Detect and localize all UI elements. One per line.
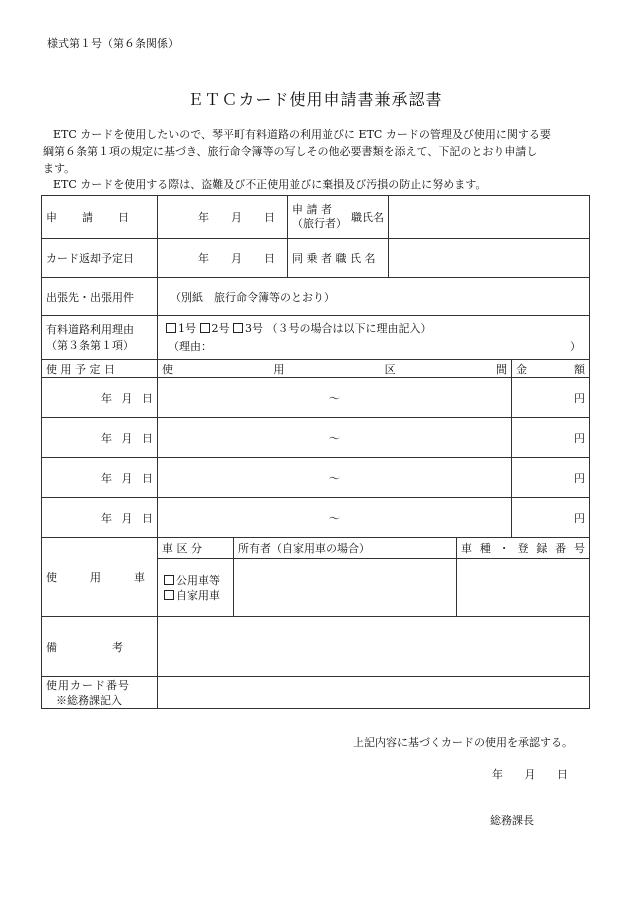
- vehicle-label-text: 使 用 車: [46, 571, 145, 584]
- tilde-mark: ～: [329, 391, 340, 405]
- schedule-date-value: 年 月 日: [101, 511, 153, 525]
- checkbox-icon: [166, 323, 176, 333]
- signer-title: 総務課長: [490, 814, 534, 827]
- vehicle-owner-header-text: 所有者（自家用車の場合）: [238, 542, 370, 555]
- destination-value: （別紙 旅行命令簿等のとおり）: [170, 290, 335, 304]
- schedule-date-header-text: 使 用 予 定 日: [46, 362, 115, 376]
- schedule-section-field[interactable]: [158, 418, 512, 458]
- passenger-cell: [288, 239, 590, 278]
- type-header-char-2: 種: [479, 542, 491, 555]
- card-number-field[interactable]: [158, 677, 590, 709]
- type-header-char-7: 号: [573, 542, 585, 555]
- schedule-amount-field[interactable]: [512, 458, 590, 498]
- destination-field[interactable]: [158, 278, 590, 316]
- schedule-date-field[interactable]: [42, 498, 158, 538]
- yen-unit: 円: [574, 471, 585, 485]
- intro-line-2: 綱第６条第１項の規定に基づき、旅行命令簿等の写しその他必要書類を添えて、下記のとおり申請し: [43, 145, 538, 158]
- form-number: 様式第１号（第６条関係）: [47, 37, 179, 50]
- option-1-label: 1号: [178, 321, 196, 335]
- passenger-label: 同 乗 者 職 氏 名: [288, 239, 389, 277]
- vehicle-type-header: [457, 538, 590, 559]
- option-3-checkbox[interactable]: [233, 322, 263, 335]
- schedule-row: [42, 378, 590, 418]
- type-header-char-1: 車: [461, 542, 472, 555]
- vehicle-category-field: [158, 559, 234, 617]
- vehicle-owner-header: [234, 538, 457, 559]
- vehicle-category-header-text: 車 区 分: [162, 542, 202, 555]
- application-date-label: [42, 196, 158, 239]
- remarks-field[interactable]: [158, 617, 590, 677]
- option-3-note: （３号の場合は以下に理由記入）: [266, 321, 432, 335]
- type-header-char-6: 番: [555, 542, 567, 555]
- schedule-amount-header: [512, 360, 590, 378]
- tilde-mark: ～: [329, 511, 340, 525]
- applicant-label-right: 職氏名: [351, 211, 384, 224]
- applicant-label-sub: （旅行者）: [292, 217, 347, 230]
- intro-line-1: ETC カードを使用したいので、琴平町有料道路の利用並びに ETC カードの管理及び使用に関する要: [53, 128, 551, 141]
- vehicle-category-header: [158, 538, 234, 559]
- schedule-amount-field[interactable]: [512, 498, 590, 538]
- schedule-date-value: 年 月 日: [101, 431, 153, 445]
- schedule-date-value: 年 月 日: [101, 391, 153, 405]
- applicant-label: [288, 196, 389, 238]
- schedule-date-header: [42, 360, 158, 378]
- reason-open: （理由：: [168, 339, 212, 353]
- applicant-cell: [288, 196, 590, 239]
- applicant-label-main: 申 請 者: [292, 203, 332, 216]
- official-car-label: 公用車等: [176, 573, 220, 587]
- approval-date: 年 月 日: [492, 768, 568, 781]
- official-car-checkbox[interactable]: [164, 573, 229, 588]
- section-header-char-3: 区: [384, 362, 396, 376]
- checkbox-icon: [233, 323, 243, 333]
- card-number-label-2: ※総務課記入: [56, 693, 122, 707]
- card-number-label: [42, 677, 158, 709]
- checkbox-icon: [200, 323, 210, 333]
- private-car-label: 自家用車: [176, 588, 220, 602]
- schedule-row: [42, 418, 590, 458]
- schedule-section-field[interactable]: [158, 458, 512, 498]
- remarks-label-text: 備 考: [46, 640, 123, 654]
- option-1-checkbox[interactable]: [166, 322, 196, 335]
- schedule-row: [42, 458, 590, 498]
- applicant-name-field[interactable]: [389, 196, 589, 238]
- card-number-label-1: 使用カード番号: [46, 678, 130, 692]
- option-2-label: 2号: [211, 321, 230, 335]
- schedule-date-field[interactable]: [42, 418, 158, 458]
- section-header-char-1: 使: [162, 362, 173, 376]
- intro-line-4: ETC カードを使用する際は、盗難及び不正使用並びに棄損及び汚損の防止に努めます。: [53, 178, 487, 191]
- yen-unit: 円: [574, 391, 585, 405]
- schedule-date-field[interactable]: [42, 458, 158, 498]
- vehicle-label: [42, 538, 158, 617]
- checkbox-icon: [164, 590, 174, 600]
- schedule-section-header: [158, 360, 512, 378]
- schedule-date-value: 年 月 日: [101, 471, 153, 485]
- private-car-checkbox[interactable]: [164, 588, 229, 603]
- return-date-label: [42, 239, 158, 278]
- type-header-char-3: ・: [498, 542, 510, 555]
- schedule-section-field[interactable]: [158, 498, 512, 538]
- amount-header-char-1: 金: [516, 362, 527, 376]
- reason-input[interactable]: [166, 338, 585, 356]
- tilde-mark: ～: [329, 431, 340, 445]
- remarks-label: [42, 617, 158, 677]
- schedule-amount-field[interactable]: [512, 418, 590, 458]
- tilde-mark: ～: [329, 471, 340, 485]
- passenger-name-field[interactable]: [389, 239, 589, 277]
- vehicle-type-field[interactable]: [457, 559, 590, 617]
- application-form-table: [41, 195, 590, 709]
- destination-label-text: 出張先・出張用件: [46, 290, 134, 304]
- type-header-char-5: 録: [536, 542, 548, 555]
- destination-label: [42, 278, 158, 316]
- return-date-label-text: カード返却予定日: [46, 252, 134, 265]
- option-3-label: 3号: [245, 321, 263, 335]
- schedule-date-field[interactable]: [42, 378, 158, 418]
- toll-reason-label-1: 有料道路利用理由: [46, 322, 134, 336]
- schedule-row: [42, 498, 590, 538]
- vehicle-owner-field[interactable]: [234, 559, 457, 617]
- approval-statement: 上記内容に基づくカードの使用を承認する。: [353, 736, 573, 749]
- application-date-field[interactable]: [158, 196, 288, 239]
- application-date-value: 年 月 日: [198, 211, 275, 224]
- schedule-section-field[interactable]: [158, 378, 512, 418]
- option-2-checkbox[interactable]: [200, 322, 230, 335]
- yen-unit: 円: [574, 431, 585, 445]
- return-date-value: 年 月 日: [198, 252, 275, 265]
- section-header-char-4: 間: [495, 362, 507, 376]
- yen-unit: 円: [574, 511, 585, 525]
- schedule-amount-field[interactable]: [512, 378, 590, 418]
- checkbox-icon: [164, 575, 174, 585]
- return-date-field[interactable]: [158, 239, 288, 278]
- toll-reason-label: [42, 316, 158, 360]
- amount-header-char-2: 額: [574, 362, 585, 376]
- toll-reason-field: [158, 316, 590, 360]
- section-header-char-2: 用: [273, 362, 285, 376]
- application-date-label-text: 申 請 日: [46, 211, 130, 224]
- intro-line-3: ます。: [43, 162, 76, 175]
- page-title: ＥＴＣカード使用申請書兼承認書: [187, 90, 443, 109]
- type-header-char-4: 登: [517, 542, 529, 555]
- reason-close: ）: [570, 339, 581, 353]
- toll-reason-label-2: （第３条第１項）: [46, 338, 134, 352]
